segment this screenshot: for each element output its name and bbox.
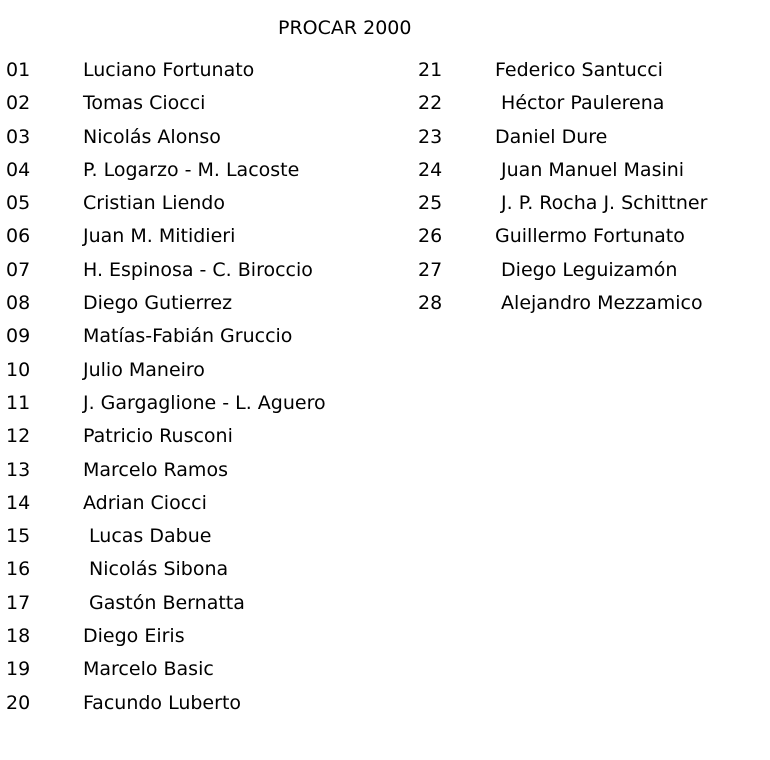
entry-name: Marcelo Ramos bbox=[83, 458, 228, 481]
list-item bbox=[6, 557, 406, 590]
list-item bbox=[6, 91, 406, 124]
entry-number: 14 bbox=[6, 491, 31, 514]
entry-number: 03 bbox=[6, 125, 31, 148]
entry-number: 04 bbox=[6, 158, 31, 181]
list-item bbox=[6, 691, 406, 724]
entry-number: 21 bbox=[418, 59, 443, 81]
entry-name: Federico Santucci bbox=[495, 59, 663, 81]
entry-number: 24 bbox=[418, 158, 443, 181]
list-item bbox=[6, 524, 406, 557]
entry-number: 18 bbox=[6, 625, 31, 648]
list-item bbox=[418, 191, 758, 224]
entry-name: Marcelo Basic bbox=[83, 658, 214, 681]
entry-number: 07 bbox=[6, 258, 31, 281]
right-column-list bbox=[418, 58, 758, 324]
entry-number: 12 bbox=[6, 425, 31, 448]
entry-number: 13 bbox=[6, 458, 31, 481]
list-item bbox=[6, 591, 406, 624]
entry-name: Patricio Rusconi bbox=[83, 425, 233, 448]
entry-number: 09 bbox=[6, 325, 31, 348]
list-item bbox=[6, 224, 406, 257]
entry-name: Daniel Dure bbox=[495, 125, 608, 148]
list-item bbox=[418, 58, 758, 91]
entry-number: 06 bbox=[6, 225, 31, 248]
entry-name: Diego Eiris bbox=[83, 625, 185, 648]
list-item bbox=[6, 624, 406, 657]
list-item bbox=[6, 358, 406, 391]
entry-number: 27 bbox=[418, 258, 443, 281]
entry-number: 28 bbox=[418, 292, 443, 315]
list-item bbox=[6, 324, 406, 357]
entry-number: 08 bbox=[6, 292, 31, 315]
entry-number: 16 bbox=[6, 558, 31, 581]
entry-name: Tomas Ciocci bbox=[83, 92, 206, 115]
list-item bbox=[418, 158, 758, 191]
list-item bbox=[6, 391, 406, 424]
entry-name: J. P. Rocha J. Schittner bbox=[495, 192, 708, 215]
entry-name: Julio Maneiro bbox=[83, 358, 205, 381]
entry-name: Luciano Fortunato bbox=[83, 59, 255, 81]
list-item bbox=[418, 224, 758, 257]
entry-number: 15 bbox=[6, 525, 31, 548]
list-item bbox=[418, 125, 758, 158]
list-item bbox=[6, 58, 406, 91]
list-item bbox=[6, 657, 406, 690]
entry-name: Juan M. Mitidieri bbox=[83, 225, 236, 248]
entry-name: H. Espinosa - C. Biroccio bbox=[83, 258, 313, 281]
list-item bbox=[6, 424, 406, 457]
list-item bbox=[6, 191, 406, 224]
entry-number: 26 bbox=[418, 225, 443, 248]
list-item bbox=[6, 158, 406, 191]
list-item bbox=[6, 491, 406, 524]
entry-name: J. Gargaglione - L. Aguero bbox=[83, 391, 326, 414]
entry-name: P. Logarzo - M. Lacoste bbox=[83, 158, 300, 181]
entry-number: 22 bbox=[418, 92, 443, 115]
entry-number: 02 bbox=[6, 92, 31, 115]
entry-name: Juan Manuel Masini bbox=[495, 158, 685, 181]
entry-number: 11 bbox=[6, 391, 31, 414]
list-item bbox=[6, 458, 406, 491]
entry-name: Matías-Fabián Gruccio bbox=[83, 325, 293, 348]
entry-name: Diego Gutierrez bbox=[83, 292, 233, 315]
entry-number: 10 bbox=[6, 358, 31, 381]
entry-name: Héctor Paulerena bbox=[495, 92, 665, 115]
list-item bbox=[6, 125, 406, 158]
list-item bbox=[418, 91, 758, 124]
entry-name: Cristian Liendo bbox=[83, 192, 225, 215]
entry-name: Diego Leguizamón bbox=[495, 258, 678, 281]
entry-name: Gastón Bernatta bbox=[83, 591, 245, 614]
list-item bbox=[418, 291, 758, 324]
entry-name: Nicolás Alonso bbox=[83, 125, 221, 148]
entry-name: Guillermo Fortunato bbox=[495, 225, 685, 248]
entry-name: Facundo Luberto bbox=[83, 691, 242, 714]
entry-name: Adrian Ciocci bbox=[83, 491, 207, 514]
entry-number: 20 bbox=[6, 691, 31, 714]
page-title: PROCAR 2000 bbox=[278, 17, 412, 39]
list-item bbox=[6, 258, 406, 291]
entry-number: 23 bbox=[418, 125, 443, 148]
entry-number: 05 bbox=[6, 192, 31, 215]
entry-number: 19 bbox=[6, 658, 31, 681]
list-item bbox=[6, 291, 406, 324]
list-item bbox=[418, 258, 758, 291]
entry-name: Alejandro Mezzamico bbox=[495, 292, 703, 315]
entry-name: Nicolás Sibona bbox=[83, 558, 229, 581]
entry-number: 17 bbox=[6, 591, 31, 614]
left-column-list bbox=[6, 58, 406, 724]
entry-number: 01 bbox=[6, 59, 31, 81]
entry-number: 25 bbox=[418, 192, 443, 215]
entry-name: Lucas Dabue bbox=[83, 525, 212, 548]
